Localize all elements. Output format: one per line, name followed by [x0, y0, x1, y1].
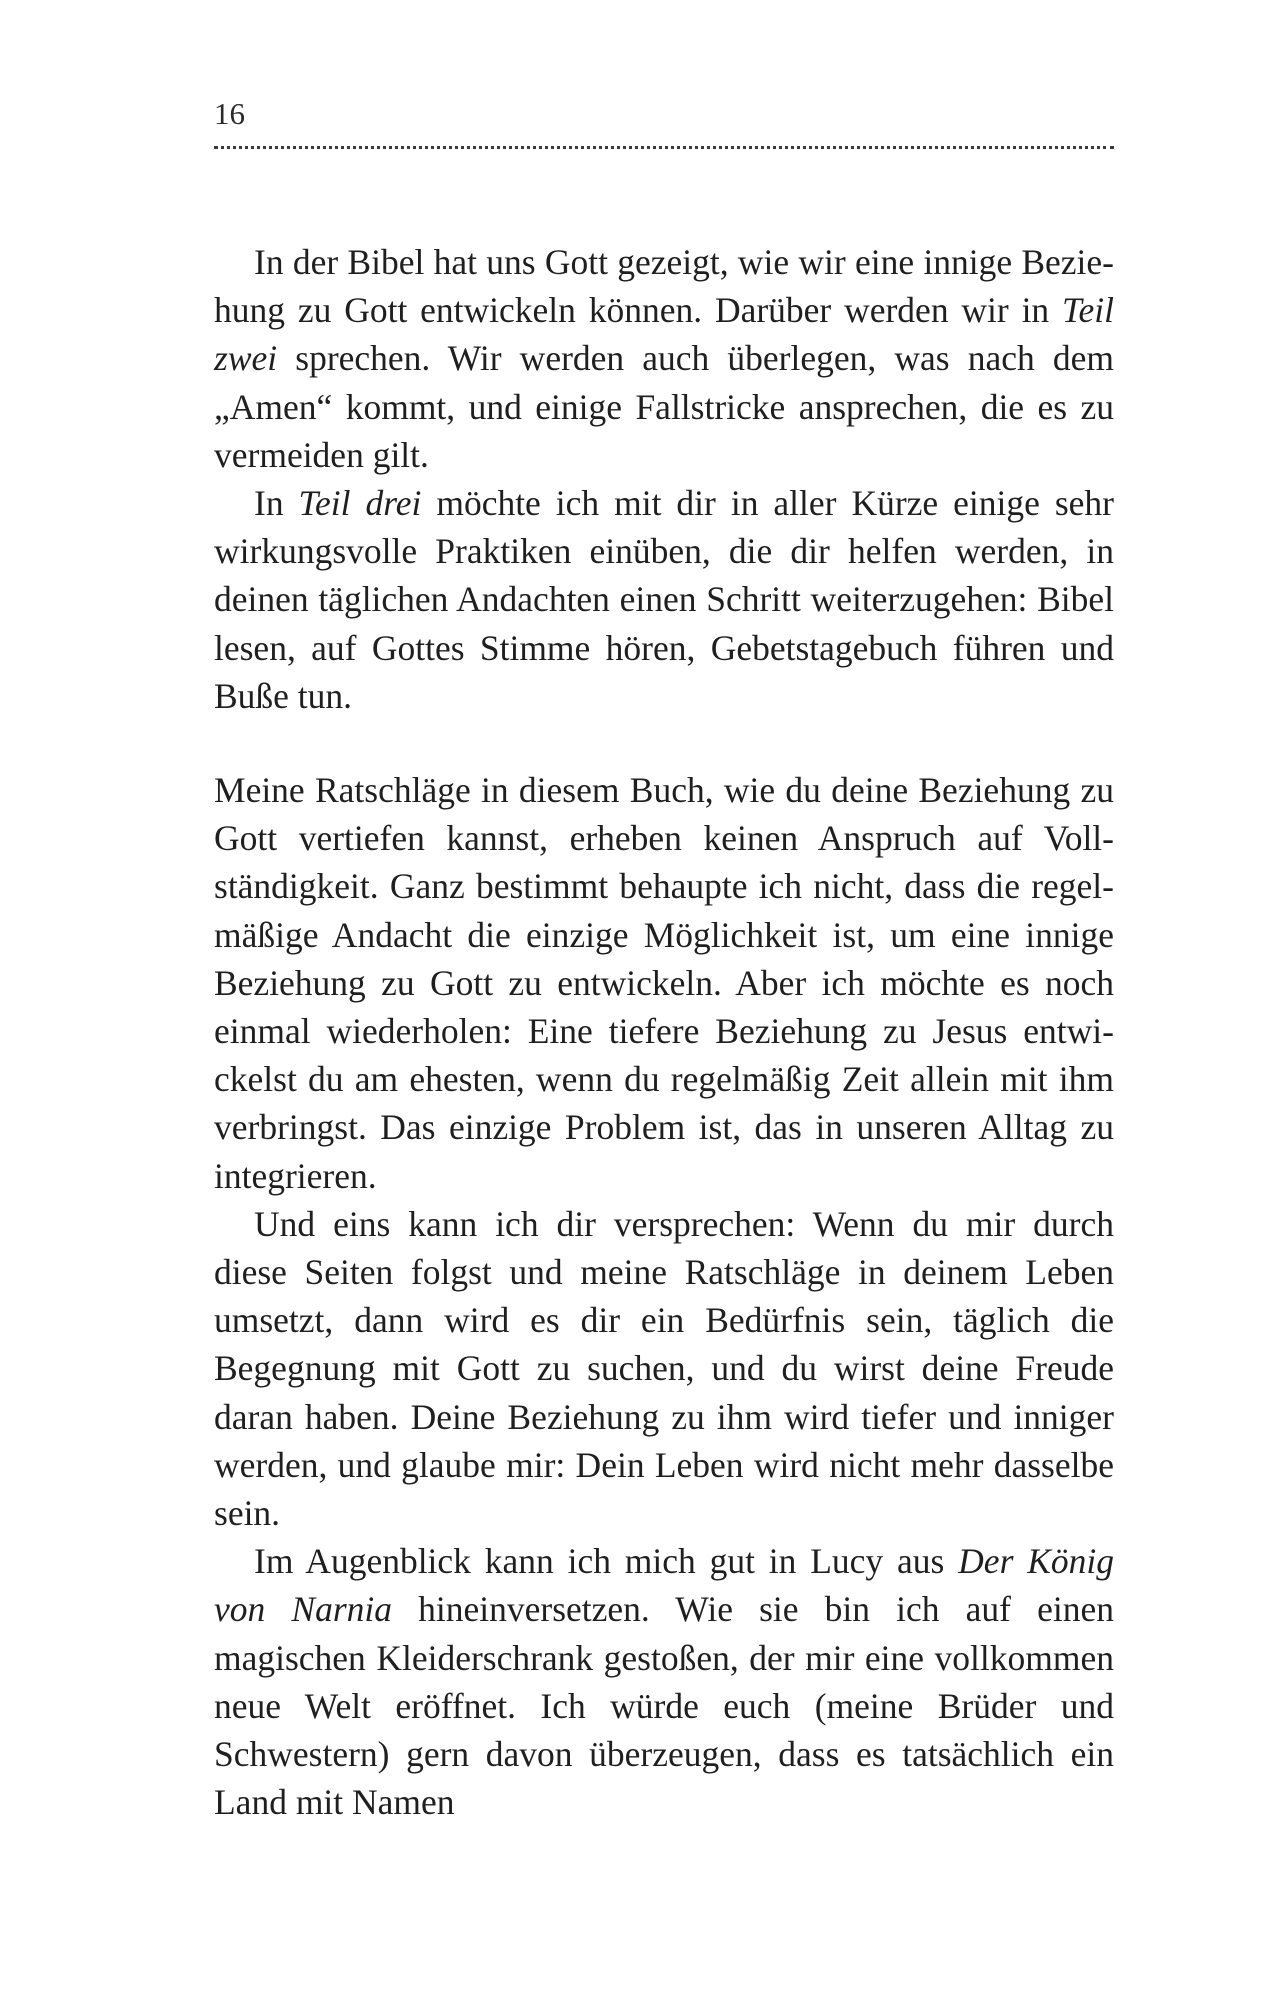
paragraph-text: In [254, 483, 299, 524]
paragraph [214, 238, 1114, 479]
paragraph [214, 1537, 1114, 1826]
paragraph-text: sprechen. Wir werden auch überlegen, was nach dem „Amen“ kommt, und einige Fallstricke ansprechen, die es zu vermeiden gilt. [214, 338, 1114, 475]
paragraph [214, 479, 1114, 720]
paragraph: Und eins kann ich dir versprechen: Wenn du mir durch diese Seiten folgst und meine Ratschläge in deinem Leben umsetzt, dann wird es dir ein Bedürfnis sein, täglich die Begegnung mit Gott zu suchen, und du wirst deine Freude daran haben. Deine Beziehung zu ihm wird tiefer und inniger werden, und glaube mir: Dein Leben wird nicht mehr dasselbe sein. [214, 1203, 1114, 1534]
paragraph: Meine Ratschläge in diesem Buch, wie du deine Beziehung zu Gott vertiefen kannst, erheben keinen Anspruch auf Vollständigkeit. Ganz bestimmt behaupte ich nicht, dass die regelmäßige Andacht die einzige Möglichkeit ist, um eine innige Beziehung zu Gott zu entwickeln. Aber ich möchte es noch einmal wiederholen: Eine tiefere Beziehung zu Jesus entwickelst du am ehesten, wenn du regelmäßig Zeit allein mit ihm verbringst. Das einzige Problem ist, das in unseren Alltag zu integrieren. [214, 770, 1114, 1196]
text-section-1 [214, 238, 1114, 720]
paragraph-text: möchte ich mit dir in aller Kürze einige sehr wirkungsvolle Praktiken einüben, die dir helfen werden, in deinen täglichen Andachten einen Schritt weiterzugehen: Bibel lesen, auf Gottes Stimme hören, Gebetstagebuch führen und Buße tun. [214, 483, 1114, 716]
paragraph-text: hineinversetzen. Wie sie bin ich auf einen magischen Kleiderschrank gestoßen, der mir eine vollkommen neue Welt eröffnet. Ich würde euch (meine Brüder und Schwestern) gern davon überzeugen, dass es tatsächlich ein Land mit Namen [214, 1589, 1114, 1823]
page-number: 16 [214, 96, 245, 131]
emphasis-text: Teil drei [298, 483, 422, 524]
header-dotted-rule [214, 146, 1114, 149]
text-section-2 [214, 766, 1114, 1826]
paragraph-text: Im Augenblick kann ich mich gut in Lucy aus [254, 1541, 959, 1582]
paragraph-text: In der Bibel hat uns Gott gezeigt, wie wir eine innige Beziehung zu Gott entwickeln können. Darüber werden wir in [214, 242, 1114, 331]
emphasis-text: Der König von Narnia [214, 1541, 1115, 1630]
emphasis-text: Teil zwei [214, 290, 1114, 379]
